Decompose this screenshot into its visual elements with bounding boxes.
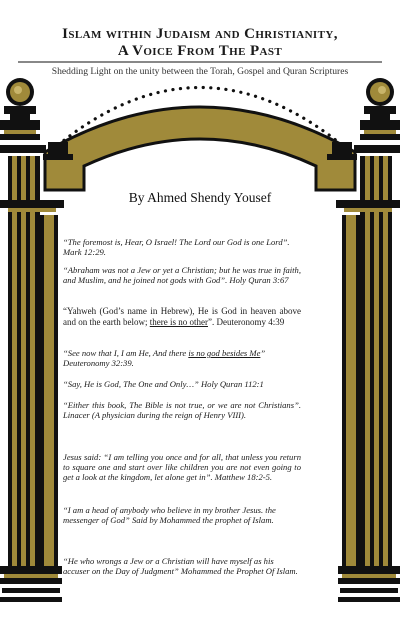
quote-4: “See now that I, I am He, And there is no god besides Me” Deuteronomy 32:39. bbox=[63, 348, 266, 369]
author-byline: By Ahmed Shendy Yousef bbox=[128, 190, 272, 205]
quote-7: Jesus said: “I am telling you once and for all, that unless you return to square one and start over like children you are not even going to get a look at the kingdom, let alone get in”. Matthew 18:2-5. bbox=[63, 452, 301, 483]
book-subtitle: Shedding Light on the unity between the Torah, Gospel and Quran Scriptures bbox=[51, 66, 349, 77]
quote-6: “Either this book, The Bible is not true, or we are not Christians”. Linacer (A physician during the reign of Henry VIII). bbox=[63, 400, 301, 421]
quote-9: “He who wrongs a Jew or a Christian will have myself as his accuser on the Day of Judgment” Mohammed the Prophet Of Islam. bbox=[63, 556, 298, 577]
book-title-line-2: A Voice From The Past bbox=[117, 43, 283, 59]
quote-5: “Say, He is God, The One and Only…” Holy Quran 112:1 bbox=[63, 379, 264, 389]
gold-arch-band bbox=[45, 107, 355, 190]
quote-3: “Yahweh (God’s name in Hebrew), He is God in heaven above and on the earth below; there is no other”. Deuteronomy 4:39 bbox=[63, 306, 301, 327]
quote-8: “I am a head of anybody who believe in my brother Jesus. the messenger of God” Said by Mohammed the prophet of Islam. bbox=[63, 505, 276, 526]
quote-1: “The foremost is, Hear, O Israel! The Lord our God is one Lord”. Mark 12:29. bbox=[63, 237, 290, 258]
book-title-line-1: Islam within Judaism and Christianity, bbox=[62, 26, 338, 42]
right-column bbox=[327, 78, 400, 602]
quote-2: “Abraham was not a Jew or yet a Christian; but he was true in faith, and Muslim, and he joined not gods with God”. Holy Quran 3:67 bbox=[63, 265, 301, 286]
